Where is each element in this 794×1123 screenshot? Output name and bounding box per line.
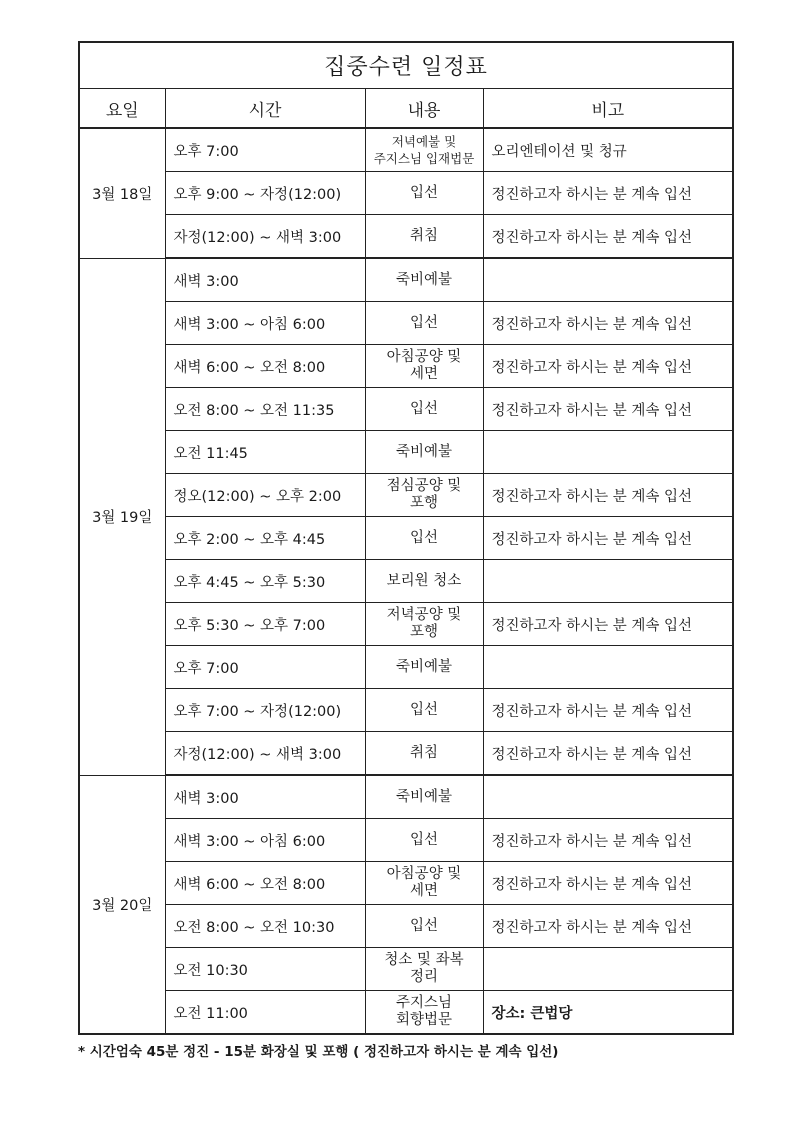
schedule-table — [78, 41, 734, 1035]
note-cell: 정진하고자 하시는 분 계속 입선 — [483, 215, 733, 259]
content-cell — [365, 474, 483, 517]
time-cell: 오전 11:00 — [165, 991, 365, 1035]
page-title: 집중수련 일정표 — [79, 42, 733, 89]
header-day: 요일 — [79, 89, 165, 129]
time-cell: 오전 11:45 — [165, 431, 365, 474]
content-cell — [365, 732, 483, 776]
content-line: 입선 — [409, 184, 438, 201]
time-cell: 오후 7:00 — [165, 128, 365, 172]
time-cell: 오후 9:00 ~ 자정(12:00) — [165, 172, 365, 215]
content-line: 청소 및 좌복 — [384, 952, 464, 968]
note-cell: 정진하고자 하시는 분 계속 입선 — [483, 172, 733, 215]
day-cell: 3월 19일 — [79, 258, 165, 775]
header-content: 내용 — [365, 89, 483, 129]
note-cell: 정진하고자 하시는 분 계속 입선 — [483, 905, 733, 948]
content-line: 취침 — [409, 744, 438, 761]
content-line: 주지스님 — [395, 995, 453, 1011]
table-row — [79, 732, 733, 776]
table-row — [79, 302, 733, 345]
time-cell: 오후 2:00 ~ 오후 4:45 — [165, 517, 365, 560]
table-row — [79, 862, 733, 905]
note-cell: 정진하고자 하시는 분 계속 입선 — [483, 689, 733, 732]
content-line: 죽비예불 — [395, 788, 453, 805]
table-row — [79, 431, 733, 474]
table-row — [79, 689, 733, 732]
content-cell — [365, 603, 483, 646]
time-cell: 새벽 3:00 ~ 아침 6:00 — [165, 302, 365, 345]
note-cell — [483, 560, 733, 603]
note-cell: 정진하고자 하시는 분 계속 입선 — [483, 862, 733, 905]
content-line: 세면 — [409, 883, 438, 899]
content-line: 취침 — [409, 227, 438, 244]
table-row — [79, 172, 733, 215]
time-cell: 새벽 3:00 — [165, 775, 365, 819]
time-cell: 오전 8:00 ~ 오전 11:35 — [165, 388, 365, 431]
time-cell: 오후 5:30 ~ 오후 7:00 — [165, 603, 365, 646]
table-row — [79, 819, 733, 862]
table-row — [79, 388, 733, 431]
content-line: 점심공양 및 — [386, 478, 462, 494]
table-row — [79, 215, 733, 259]
content-cell — [365, 258, 483, 302]
header-note: 비고 — [483, 89, 733, 129]
content-cell — [365, 388, 483, 431]
content-line: 주지스님 입재법문 — [373, 151, 475, 166]
note-cell — [483, 258, 733, 302]
time-cell: 오전 8:00 ~ 오전 10:30 — [165, 905, 365, 948]
note-cell: 정진하고자 하시는 분 계속 입선 — [483, 474, 733, 517]
content-cell — [365, 302, 483, 345]
table-row — [79, 948, 733, 991]
content-cell — [365, 689, 483, 732]
note-cell: 장소: 큰법당 — [483, 991, 733, 1035]
content-line: 포행 — [409, 495, 438, 511]
content-line: 죽비예불 — [395, 658, 453, 675]
time-cell: 자정(12:00) ~ 새벽 3:00 — [165, 215, 365, 259]
content-cell — [365, 215, 483, 259]
schedule-body — [79, 128, 733, 1034]
footnote: * 시간엄숙 45분 정진 - 15분 화장실 및 포행 ( 정진하고자 하시는 분 계속 입선) — [78, 1044, 559, 1060]
note-cell — [483, 948, 733, 991]
content-cell — [365, 646, 483, 689]
table-row — [79, 517, 733, 560]
time-cell: 새벽 6:00 ~ 오전 8:00 — [165, 862, 365, 905]
content-cell — [365, 819, 483, 862]
table-row — [79, 474, 733, 517]
content-line: 저녁공양 및 — [386, 607, 462, 623]
table-row — [79, 646, 733, 689]
time-cell: 자정(12:00) ~ 새벽 3:00 — [165, 732, 365, 776]
content-line: 죽비예불 — [395, 271, 453, 288]
table-row — [79, 905, 733, 948]
content-line: 입선 — [409, 529, 438, 546]
content-line: 입선 — [409, 314, 438, 331]
time-cell: 오후 4:45 ~ 오후 5:30 — [165, 560, 365, 603]
table-row — [79, 775, 733, 819]
day-cell: 3월 18일 — [79, 128, 165, 258]
content-cell — [365, 172, 483, 215]
time-cell: 새벽 6:00 ~ 오전 8:00 — [165, 345, 365, 388]
note-cell: 정진하고자 하시는 분 계속 입선 — [483, 345, 733, 388]
note-cell: 정진하고자 하시는 분 계속 입선 — [483, 302, 733, 345]
note-cell — [483, 431, 733, 474]
content-line: 정리 — [409, 969, 438, 985]
content-line: 입선 — [409, 701, 438, 718]
content-cell — [365, 775, 483, 819]
note-cell: 정진하고자 하시는 분 계속 입선 — [483, 732, 733, 776]
content-line: 포행 — [409, 624, 438, 640]
content-line: 저녁예불 및 — [391, 134, 457, 149]
content-cell — [365, 991, 483, 1035]
header-time: 시간 — [165, 89, 365, 129]
content-cell — [365, 345, 483, 388]
table-row — [79, 991, 733, 1035]
table-row — [79, 128, 733, 172]
content-line: 회향법문 — [395, 1012, 453, 1028]
content-cell — [365, 862, 483, 905]
note-cell — [483, 775, 733, 819]
time-cell: 새벽 3:00 — [165, 258, 365, 302]
content-cell — [365, 517, 483, 560]
table-row — [79, 603, 733, 646]
note-cell — [483, 646, 733, 689]
content-cell — [365, 128, 483, 172]
time-cell: 새벽 3:00 ~ 아침 6:00 — [165, 819, 365, 862]
content-line: 아침공양 및 — [386, 349, 462, 365]
content-line: 보리원 청소 — [386, 572, 462, 589]
content-cell — [365, 431, 483, 474]
content-line: 세면 — [409, 366, 438, 382]
content-line: 입선 — [409, 400, 438, 417]
time-cell: 오후 7:00 — [165, 646, 365, 689]
content-line: 입선 — [409, 831, 438, 848]
schedule-sheet — [78, 41, 732, 1035]
table-row — [79, 258, 733, 302]
time-cell: 오후 7:00 ~ 자정(12:00) — [165, 689, 365, 732]
content-cell — [365, 560, 483, 603]
note-cell: 오리엔테이션 및 청규 — [483, 128, 733, 172]
table-row — [79, 345, 733, 388]
table-row — [79, 560, 733, 603]
day-cell: 3월 20일 — [79, 775, 165, 1034]
note-cell: 정진하고자 하시는 분 계속 입선 — [483, 517, 733, 560]
note-cell: 정진하고자 하시는 분 계속 입선 — [483, 603, 733, 646]
content-cell — [365, 905, 483, 948]
content-cell — [365, 948, 483, 991]
content-line: 죽비예불 — [395, 443, 453, 460]
content-line: 아침공양 및 — [386, 866, 462, 882]
time-cell: 오전 10:30 — [165, 948, 365, 991]
note-cell: 정진하고자 하시는 분 계속 입선 — [483, 388, 733, 431]
note-cell: 정진하고자 하시는 분 계속 입선 — [483, 819, 733, 862]
time-cell: 정오(12:00) ~ 오후 2:00 — [165, 474, 365, 517]
content-line: 입선 — [409, 917, 438, 934]
